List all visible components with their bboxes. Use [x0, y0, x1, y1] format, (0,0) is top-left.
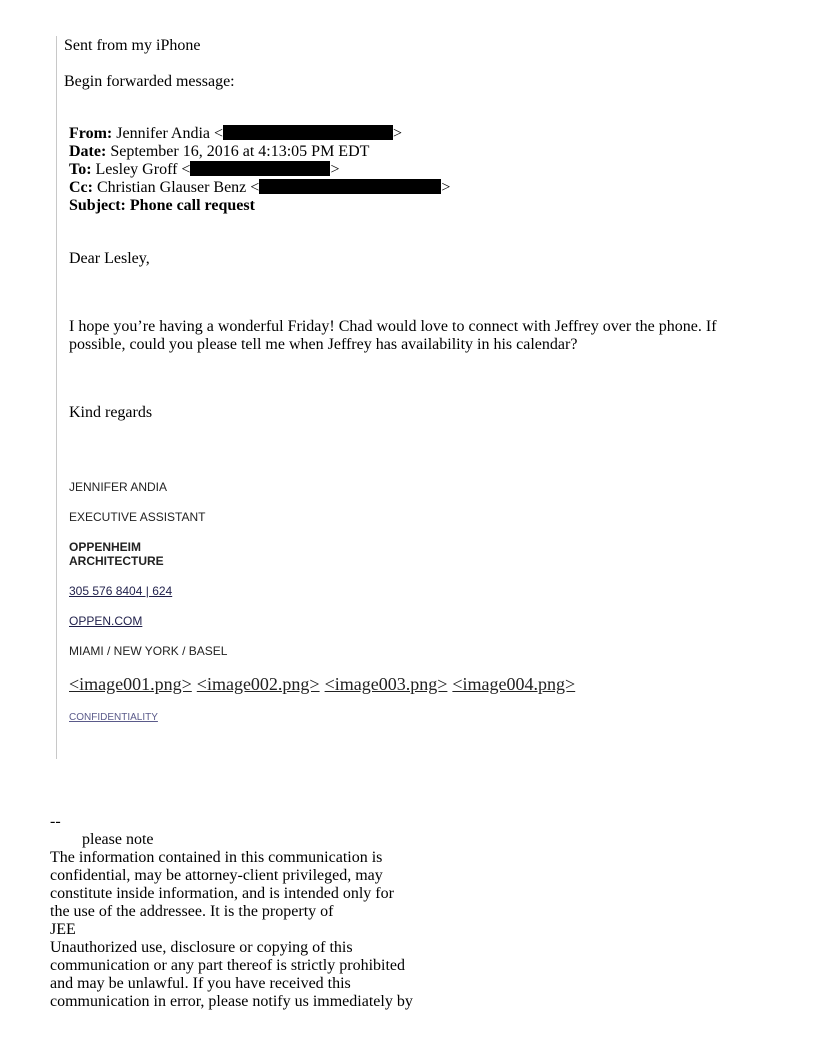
footer-please-note: please note — [82, 831, 154, 848]
footer-line: and may be unlawful. If you have received this — [50, 975, 351, 992]
footer-line: Unauthorized use, disclosure or copying of this — [50, 939, 353, 956]
footer-line: The information contained in this communication is — [50, 849, 383, 866]
signature-company-line-1: OPPENHEIM — [69, 540, 142, 554]
begin-forwarded-line: Begin forwarded message: — [64, 73, 235, 90]
date-value: September 16, 2016 at 4:13:05 PM EDT — [110, 143, 370, 160]
cc-line — [69, 179, 450, 197]
phone-link[interactable]: 305 576 8404 | 624 — [69, 584, 173, 598]
footer-line: communication or any part thereof is strictly prohibited — [50, 957, 406, 974]
sent-from-line: Sent from my iPhone — [64, 37, 201, 54]
signature-locations: MIAMI / NEW YORK / BASEL — [69, 644, 228, 658]
subject-value: Phone call request — [129, 197, 255, 214]
body-paragraph-line-2: possible, could you please tell me when Jeffrey has availability in his calendar? — [69, 336, 578, 353]
signature-title: EXECUTIVE ASSISTANT — [69, 510, 206, 524]
image-link-2[interactable]: <image002.png> — [196, 674, 320, 694]
redaction-block — [259, 179, 441, 194]
image-link-3[interactable]: <image003.png> — [324, 674, 448, 694]
to-line — [69, 161, 450, 179]
footer-disclaimer — [50, 813, 413, 1011]
subject-line — [69, 197, 450, 215]
from-value: Jennifer Andia < — [116, 125, 224, 142]
cc-label: Cc: — [69, 179, 93, 196]
subject-label: Subject: — [69, 197, 126, 214]
redaction-block — [223, 125, 393, 140]
signature-name: JENNIFER ANDIA — [69, 480, 168, 494]
confidentiality-link[interactable]: CONFIDENTIALITY — [69, 712, 158, 723]
cc-close: > — [441, 179, 451, 196]
body-paragraph-line-1: I hope you’re having a wonderful Friday! Chad would love to connect with Jeffrey over the phone. If — [69, 318, 717, 335]
redaction-block — [190, 161, 330, 176]
footer-line: constitute inside information, and is intended only for — [50, 885, 394, 902]
image-link-1[interactable]: <image001.png> — [69, 674, 192, 694]
from-close: > — [393, 125, 403, 142]
signature-company-line-2: ARCHITECTURE — [69, 554, 164, 568]
closing: Kind regards — [69, 404, 153, 421]
image-attachments — [69, 675, 580, 693]
to-label: To: — [69, 161, 92, 178]
greeting: Dear Lesley, — [69, 250, 150, 267]
from-line — [69, 125, 450, 143]
date-line — [69, 143, 450, 161]
quote-bar — [56, 36, 57, 759]
to-close: > — [330, 161, 340, 178]
image-link-4[interactable]: <image004.png> — [452, 674, 576, 694]
cc-value: Christian Glauser Benz < — [96, 179, 260, 196]
footer-line: JEE — [50, 921, 76, 938]
website-link[interactable]: OPPEN.COM — [69, 614, 143, 628]
footer-line: the use of the addressee. It is the property of — [50, 903, 334, 920]
date-label: Date: — [69, 143, 107, 160]
footer-dashes: -- — [50, 813, 61, 830]
footer-line: communication in error, please notify us immediately by — [50, 993, 413, 1010]
to-value: Lesley Groff < — [95, 161, 191, 178]
footer-line: confidential, may be attorney-client privileged, may — [50, 867, 383, 884]
forwarded-header — [69, 125, 450, 215]
from-label: From: — [69, 125, 113, 142]
